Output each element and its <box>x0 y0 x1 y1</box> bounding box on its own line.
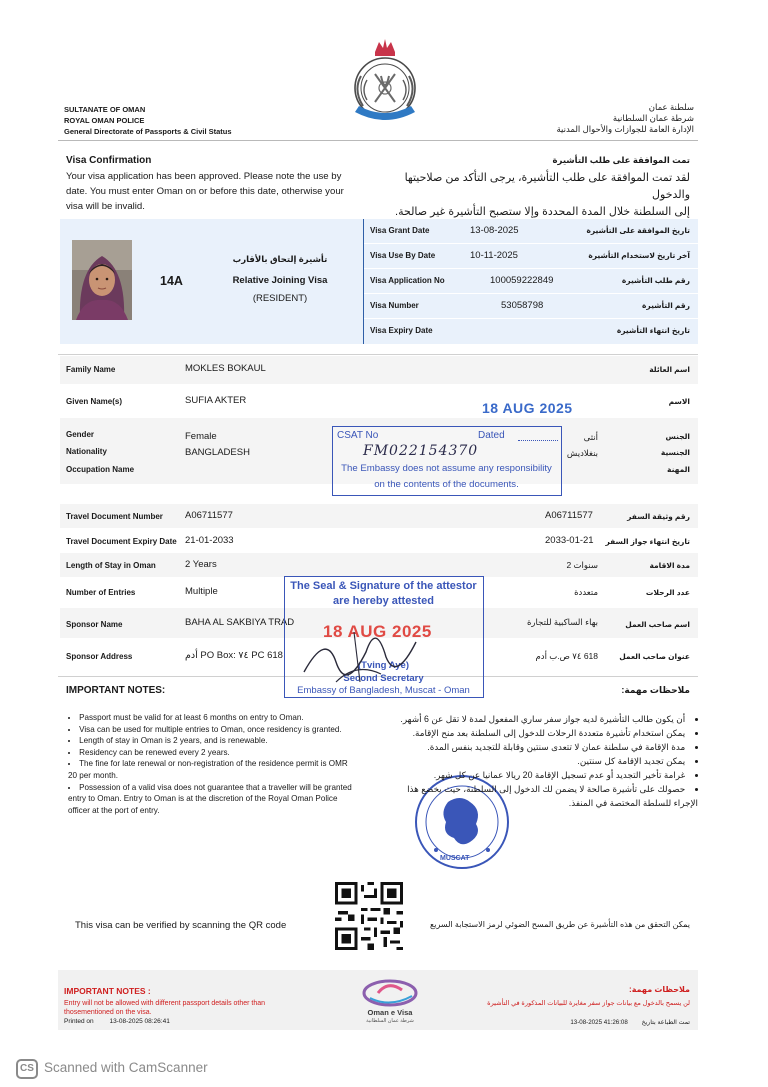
travel-expiry-label: Travel Document Expiry Date <box>66 537 177 546</box>
given-name-label: Given Name(s) <box>66 397 123 406</box>
entries-label-ar: عدد الرحلات <box>645 588 690 597</box>
printed-on-ar-label: تمت الطباعة بتاريخ <box>641 1019 690 1026</box>
given-name-label-ar: الاسم <box>668 397 690 406</box>
note-item-ar: • يمكن استخدام تأشيرة متعددة الرحلات للدخول إلى السلطنة بعد منح الإقامة. <box>398 726 698 740</box>
seal-line2: are hereby attested <box>333 595 434 607</box>
confirmation-text-line2: date. You must enter Oman on or before this date, otherwise your <box>66 186 344 197</box>
visa-grant-date-label-ar: تاريخ الموافقة على التأشيرة <box>586 226 690 235</box>
header-ar-line2: شرطة عمان السلطانية <box>612 113 694 123</box>
header-en-line2: ROYAL OMAN POLICE <box>64 116 145 125</box>
sponsor-address-value: أدم PO Box: ٧٤ PC 618 <box>185 650 283 661</box>
family-name-value: MOKLES BOKAUL <box>185 363 266 374</box>
travel-doc-label: Travel Document Number <box>66 512 163 521</box>
travel-doc-value: A06711577 <box>185 510 233 521</box>
confirmation-text-ar-line2: إلى السلطنة خلال المدة المحددة وإلا ستصبح التأشيرة غير صالحة. <box>395 206 690 218</box>
qr-code[interactable] <box>335 882 403 950</box>
confirmation-title-ar: تمت الموافقة على طلب التأشيرة <box>552 155 690 165</box>
header-ar-line1: سلطنة عمان <box>648 102 694 112</box>
dated-line <box>518 440 558 441</box>
nationality-label: Nationality <box>66 447 107 456</box>
oman-evisa-logo-text: Oman e Visa <box>367 1008 413 1017</box>
notes-list <box>62 712 352 816</box>
printed-on-label: Printed on <box>64 1018 94 1025</box>
note-item: • The fine for late renewal or non-registration of the residence permit is OMR 20 per month. <box>68 758 352 781</box>
visa-use-by-label: Visa Use By Date <box>370 251 436 260</box>
sponsor-name-value: BAHA AL SAKBIYA TRAD <box>185 617 295 628</box>
visa-use-by-label-ar: آخر تاريخ لاستخدام التأشيرة <box>588 251 690 260</box>
visa-box-divider <box>363 219 364 344</box>
printed-on-ar-value: 13-08-2025 41:26:08 <box>570 1019 628 1026</box>
visa-number-value: 53058798 <box>501 300 544 311</box>
travel-expiry-label-ar: تاريخ انتهاء جواز السفر <box>605 537 690 546</box>
visa-application-no-value: 100059222849 <box>490 275 554 286</box>
seal-embassy: Embassy of Bangladesh, Muscat - Oman <box>297 685 470 696</box>
travel-expiry-value-ar: 2033-01-21 <box>545 535 594 546</box>
printed-on-value: 13-08-2025 08:26:41 <box>109 1018 170 1025</box>
visa-type: Relative Joining Visa <box>232 275 328 286</box>
signature-scribble <box>296 612 436 692</box>
visa-application-no-label: Visa Application No <box>370 276 445 285</box>
oman-evisa-logo-icon <box>360 978 420 1008</box>
confirmation-text <box>66 169 376 214</box>
stay-label-ar: مدة الاقامة <box>649 561 690 570</box>
sponsor-name-value-ar: بهاء الساكبية للتجارة <box>526 617 598 627</box>
header-en-line1: SULTANATE OF OMAN <box>64 105 146 114</box>
family-name-label-ar: اسم العائلة <box>649 365 690 374</box>
footer-notes-text-line1: Entry will not be allowed with different passport details other than <box>64 1000 266 1007</box>
confirmation-text-ar-line1: لقد تمت الموافقة على طلب التأشيرة، يرجى التأكد من صلاحيتها والدخول <box>404 172 690 201</box>
stay-value-ar: سنوات 2 <box>566 560 598 570</box>
camscanner-icon: CS <box>16 1059 38 1079</box>
visa-application-no-label-ar: رقم طلب التأشيرة <box>621 276 690 285</box>
occupation-label: Occupation Name <box>66 465 135 474</box>
note-item-ar: • مدة الإقامة في سلطنة عمان لا تتعدى سنتين وقابلة للتجديد بنفس المدة. <box>398 740 698 754</box>
confirmation-text-line1: Your visa application has been approved. Please note the use by <box>66 171 342 182</box>
note-item-ar: • أن يكون طالب التأشيرة لديه جواز سفر ساري المفعول لمدة لا تقل عن 6 أشهر. <box>398 712 698 726</box>
verify-text-ar: يمكن التحقق من هذه التأشيرة عن طريق المسح الضوئي لرمز الاستجابة السريع <box>429 920 690 929</box>
note-item-ar: • حصولك على تأشيرة صالحة لا يضمن لك الدخول إلى السلطنة، حيث يخضع هذا الإجراء للسلطة المختصة في المنفذ. <box>398 782 698 810</box>
note-item: • Visa can be used for multiple entries to Oman, once residency is granted. <box>68 724 352 736</box>
header-ar-line3: الإدارة العامة للجوازات والأحوال المدنية <box>556 124 694 134</box>
entries-value: Multiple <box>185 586 218 597</box>
stay-value: 2 Years <box>185 559 217 570</box>
footer-notes-text-ar: لن يسمح بالدخول مع بيانات جواز سفر مغايرة للبيانات المذكورة في التأشيرة <box>487 1000 690 1007</box>
gender-value: Female <box>185 431 217 442</box>
travel-doc-label-ar: رقم وثيقة السفر <box>627 512 690 521</box>
header-english <box>64 104 232 137</box>
sponsor-name-label: Sponsor Name <box>66 620 123 629</box>
note-item-ar: • يمكن تجديد الإقامة كل سنتين. <box>398 754 698 768</box>
note-item: • Possession of a valid visa does not guarantee that a traveller will be granted entry to Oman. Entry to Oman is at the discretion of the Royal Oman Police officer at the port of entry. <box>68 782 352 817</box>
visa-expiry-label-ar: تاريخ انتهاء التأشيرة <box>616 326 690 335</box>
applicant-photo <box>72 240 132 320</box>
visa-code: 14A <box>160 274 183 288</box>
printed-on-ar <box>490 1019 690 1026</box>
notes-title-ar: ملاحظات مهمة: <box>621 685 690 695</box>
dated-label: Dated <box>478 430 505 441</box>
embassy-disclaimer-line2: on the contents of the documents. <box>374 479 519 490</box>
camscanner-watermark <box>0 1058 300 1080</box>
gender-label-ar: الجنس <box>665 432 690 441</box>
nationality-value-ar: بنغلاديش <box>566 448 598 458</box>
nationality-label-ar: الجنسية <box>660 448 690 457</box>
royal-oman-police-emblem <box>345 36 425 128</box>
occupation-label-ar: المهنة <box>667 465 690 474</box>
row-separator <box>364 318 698 319</box>
visa-number-label-ar: رقم التأشيرة <box>642 301 690 310</box>
footer-notes-text-line2: thosementioned on the visa. <box>64 1009 152 1016</box>
row-separator <box>364 268 698 269</box>
embassy-disclaimer-line1: The Embassy does not assume any responsibility <box>341 463 552 474</box>
notes-list-ar <box>398 712 698 810</box>
entries-value-ar: متعددة <box>574 587 598 597</box>
oman-evisa-logo-sub: شرطة عمان السلطانية <box>366 1018 414 1024</box>
header-arabic <box>474 102 694 135</box>
visa-grant-date-value: 13-08-2025 <box>470 225 519 236</box>
seal-line1: The Seal & Signature of the attestor <box>290 580 477 592</box>
csat-label: CSAT No <box>337 430 379 441</box>
sponsor-name-label-ar: اسم صاحب العمل <box>625 620 690 629</box>
family-name-label: Family Name <box>66 365 116 374</box>
visa-number-label: Visa Number <box>370 301 419 310</box>
confirmation-text-ar <box>370 170 690 221</box>
visa-type-sub: (RESIDENT) <box>252 293 308 304</box>
entries-label: Number of Entries <box>66 588 136 597</box>
visa-use-by-value: 10-11-2025 <box>470 250 518 261</box>
visa-grant-date-label: Visa Grant Date <box>370 226 430 235</box>
sponsor-address-label-ar: عنوان صاحب العمل <box>619 652 690 661</box>
visa-type-ar: تأشيرة إلتحاق بالأقارب <box>232 254 328 264</box>
header-en-line3: General Directorate of Passports & Civil Status <box>64 127 232 136</box>
section-divider <box>58 354 698 355</box>
note-item: • Length of stay in Oman is 2 years, and is renewable. <box>68 735 352 747</box>
footer-notes-title-ar: ملاحظات مهمة: <box>629 985 690 994</box>
date-stamp: 18 AUG 2025 <box>482 400 573 416</box>
embassy-csat-stamp <box>332 426 562 496</box>
travel-expiry-value: 21-01-2033 <box>185 535 234 546</box>
travel-doc-value-ar: A06711577 <box>545 510 593 521</box>
note-item: • Passport must be valid for at least 6 months on entry to Oman. <box>68 712 352 724</box>
sponsor-address-label: Sponsor Address <box>66 652 133 661</box>
confirmation-text-line3: visa will be invalid. <box>66 201 145 212</box>
note-item-ar: • غرامة تأخير التجديد أو عدم تسجيل الإقامة 20 ريالا عمانيا عن كل شهر. <box>398 768 698 782</box>
gender-value-ar: أنثى <box>583 432 598 442</box>
footer-notes-text <box>64 999 294 1017</box>
note-item: • Residency can be renewed every 2 years. <box>68 747 352 759</box>
printed-on <box>64 1018 170 1025</box>
header-divider <box>58 140 698 141</box>
csat-number: FM022154370 <box>363 443 479 459</box>
seal-name: (Tving Aye) <box>357 660 410 671</box>
sponsor-address-value-ar: 618 ٧٤ ص.ب أدم <box>535 651 598 661</box>
seal-date: 18 AUG 2025 <box>323 622 432 641</box>
visa-expiry-label: Visa Expiry Date <box>370 326 433 335</box>
row-separator <box>364 243 698 244</box>
notes-title: IMPORTANT NOTES: <box>66 685 166 696</box>
seal-title: Second Secretary <box>343 673 424 684</box>
row-separator <box>364 293 698 294</box>
round-seal-city: MUSCAT <box>440 855 470 862</box>
verify-text: This visa can be verified by scanning the QR code <box>75 920 287 931</box>
footer-notes-title: IMPORTANT NOTES : <box>64 986 151 996</box>
camscanner-text: Scanned with CamScanner <box>44 1060 208 1075</box>
nationality-value: BANGLADESH <box>185 447 250 458</box>
gender-label: Gender <box>66 430 95 439</box>
stay-label: Length of Stay in Oman <box>66 561 156 570</box>
confirmation-title: Visa Confirmation <box>66 155 152 166</box>
given-name-value: SUFIA AKTER <box>185 395 247 406</box>
